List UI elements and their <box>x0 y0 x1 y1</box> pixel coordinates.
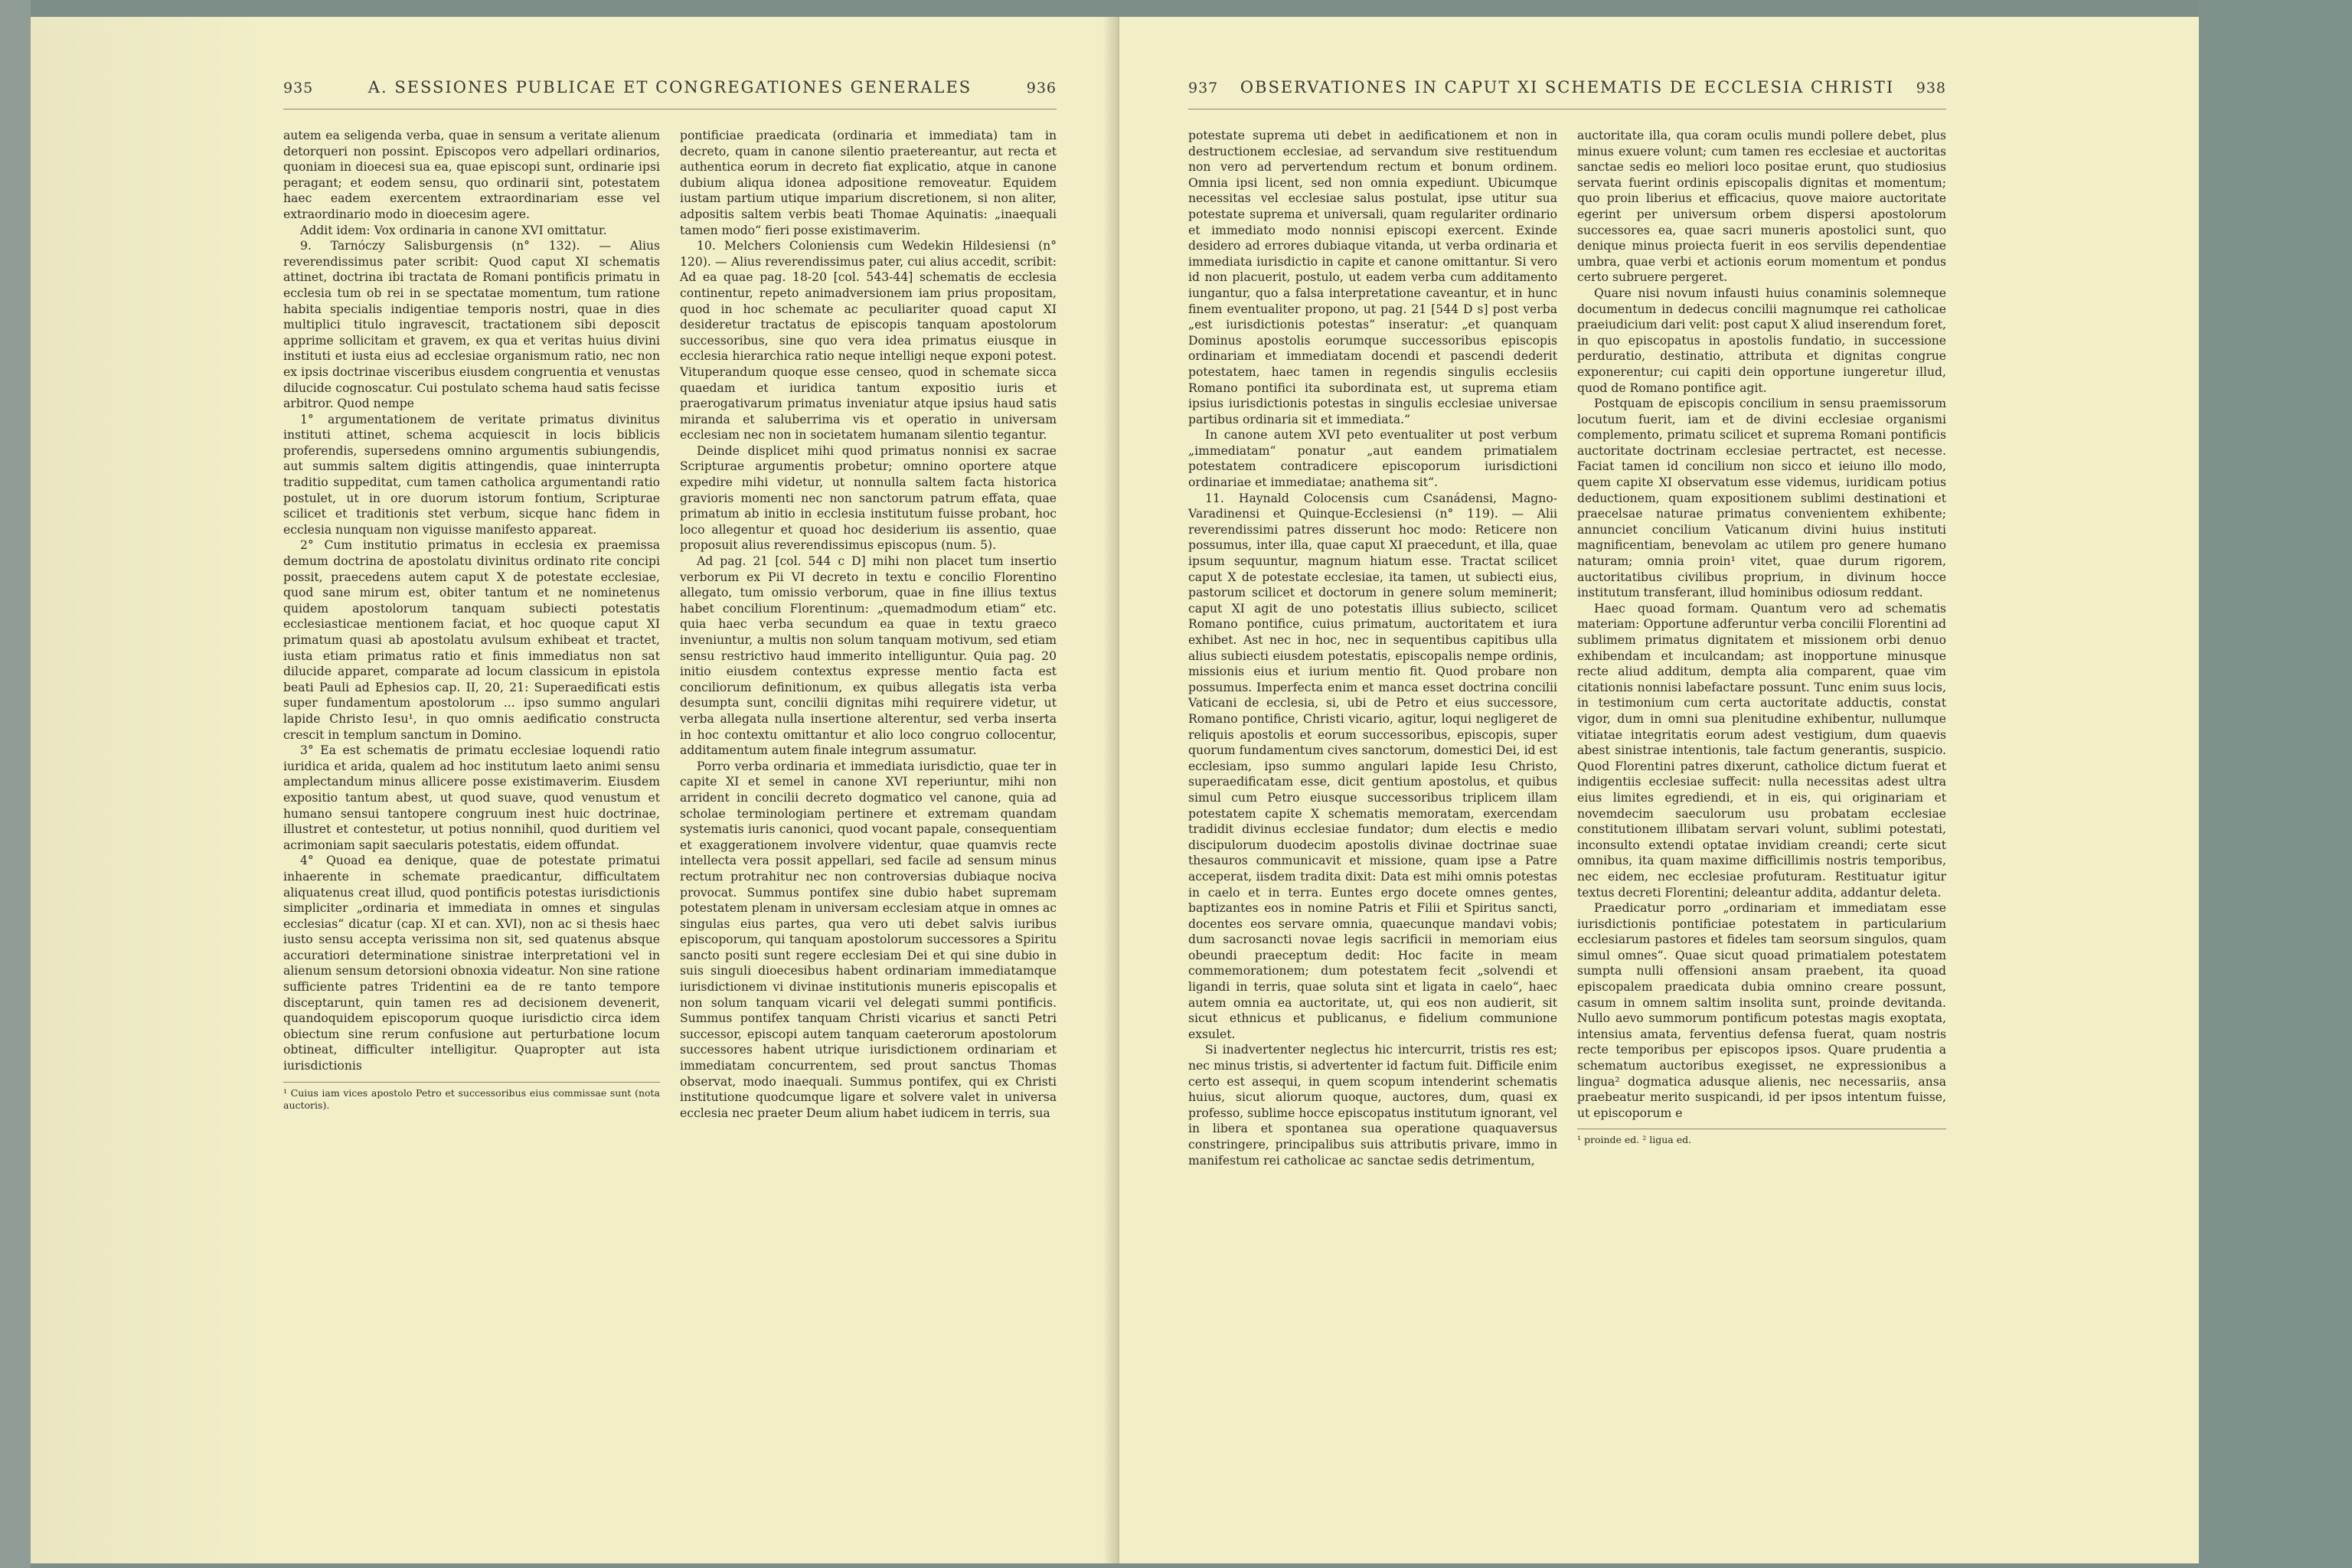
left-page <box>31 17 1118 1563</box>
right-page-columns <box>1188 128 1946 1168</box>
right-page-header <box>1188 78 1946 109</box>
scanner-bed-right <box>2199 0 2352 1568</box>
paragraph: auctoritate illa, qua coram oculis mundi pollere debet, plus minus exuere volunt; cum tamen res ecclesiae et auctoritas sanctae sedis eo meliori loco positae erunt, quo studiosius servata fuerint ordinis episcopalis dignitas et momentum; quo proin liberius et efficacius, quove maiore auctoritate egerint per universum orbem dispersi apostolorum successores ea, quae sacri muneris apostolici sunt, quo denique minus proiecta fuerit in eos servilis dependentiae umbra, quae verbi et actionis eorum momentum et pondus certo subruere pergeret. <box>1577 129 1946 285</box>
page-number-935: 935 <box>283 80 314 96</box>
paragraph: Haec quoad formam. Quantum vero ad schematis materiam: Opportune adferuntur verba concilii Florentini ad sublimem primatus dignitatem et missionem orbi denuo exhibendam et inculcandam; ast inopportune minusque recte aliud additum, dempta alia comparent, quae vim citationis nonnisi labefactare possunt. Tunc enim suus locis, in testimonium cum certa auctoritate adductis, constat vigor, dum in omni sua plenitudine exhibentur, nullumque vitiatae integritatis eorum adest vestigium, dum quaevis abest sinistrae intentionis, tale factum generantis, suspicio. Quod Florentini patres dixerunt, catholice dictum fuerat et indigentiis ecclesiae suffecit: nulla necessitas adest ultra eius limites egrediendi, et in eis, qui originariam et novemdecim saeculorum usu probatam ecclesiae constitutionem illibatam servari volunt, sublimi potestati, inconsulto extendi optatae invidiam creandi; certe sicut omnibus, ita quam maxime difficillimis nostris temporibus, nec eidem, nec ecclesiae profuturam. Restituatur igitur textus decreti Florentini; deleantur addita, addantur deleta. <box>1577 601 1946 900</box>
footnote-935 <box>283 1082 660 1112</box>
paragraph: In canone autem XVI peto eventualiter ut post verbum „immediatam“ ponatur „aut eandem primatialem potestatem contradicere episcoporum iurisdictioni ordinariae et immediatae; anathema sit“. <box>1188 428 1557 490</box>
paragraph: 4° Quoad ea denique, quae de potestate primatui inhaerente in schemate praedicantur, difficultatem aliquatenus creat illud, quod pontificis potestas iurisdictionis simpliciter „ordinaria et immediata in omnes et singulas ecclesias“ dicatur (cap. XI et can. XVI), non ac si thesis haec iusto sensu accepta verissima non sit, sed quatenus absque accuratiori determinatione sinistrae interpretationi vel in alienum sensum detorsioni obnoxia videatur. Non sine ratione sufficiente patres Tridentini ea de re tanto tempore disceptarunt, quin tamen res ad decisionem devenerit, quandoquidem episcoporum quoque iurisdictio circa idem obiectum sine rerum confusione aut perturbatione locum obtineat, difficulter intelligitur. Quapropter aut ista iurisdictionis <box>283 854 660 1073</box>
column-938 <box>1577 128 1946 1168</box>
page-number-937: 937 <box>1188 80 1219 96</box>
paragraph: potestate suprema uti debet in aedificationem et non in destructionem ecclesiae, ad servandum sive restituendum non vero ad pervertendum rectum et bonum ordinem. Omnia ipsi licent, sed non omnia expediunt. Ubicumque necessitas vel ecclesiae salus postulat, ipse utitur sua potestate suprema et universali, quam regulariter ordinario et immediato modo nonnisi episcopi exercent. Exinde desidero ad errores dubiaque vitanda, ut verba ordinaria et immediata iurisdictio in capite et canone omittantur. Si vero id non placuerit, postulo, ut eadem verba cum additamento iungantur, quo a falsa interpretatione caveantur, et in hunc finem eventualiter propono, ut pag. 21 [544 D s] post verba „est iurisdictionis potestas“ inseratur: „et quanquam Dominus apostolis eorumque successoribus episcopis ordinariam et immediatam docendi et pascendi dederit potestatem, haec tamen in regendis singulis ecclesiis Romano pontifici ita subordinata est, ut suprema etiam ipsius iurisdictionis potestas in singulis ecclesiae universae partibus ordinaria sit et immediata.“ <box>1188 129 1557 426</box>
page-number-936: 936 <box>1026 80 1057 96</box>
paragraph: Deinde displicet mihi quod primatus nonnisi ex sacrae Scripturae argumentis probetur; omnino oportere atque expedire mihi videtur, ut nonnulla saltem facta historica gravioris momenti nec non sanctorum patrum effata, quae primatum ab initio in ecclesia institutum fuisse probant, hoc loco allegentur et quoad hoc desiderium iis assentio, quae proposuit alius reverendissimus episcopus (num. 5). <box>680 443 1057 553</box>
paragraph: 1° argumentationem de veritate primatus divinitus instituti attinet, schema acquiescit in locis biblicis proferendis, supersedens omnino argumentis subiungendis, aut summis saltem digitis attingendis, quae ininterrupta traditio suppeditat, cum tamen catholica argumentandi ratio postulet, ut in ore duorum istorum fontium, Scripturae scilicet et traditionis stet verbum, sicque hanc fidem in ecclesia nunquam non viguisse manifesto appareat. <box>283 412 660 537</box>
paragraph: 2° Cum institutio primatus in ecclesia ex praemissa demum doctrina de apostolatu divinitus ordinato rite concipi possit, praecedens autem caput X de potestate ecclesiae, quod sane mirum est, obiter tantum et ne nominetenus quidem apostolorum tanquam subiecti potestatis ecclesiasticae mentionem faciat, et hoc quoque caput XI primatum quasi ab apostolatu avulsum exhibeat et tractet, iusta etiam primatus ratio et finis immediatus non sat dilucide apparet, comparate ad locum classicum in epistola beati Pauli ad Ephesios cap. II, 20, 21: Superaedificati estis super fundamentum apostolorum ... ipso summo angulari lapide Christo Iesu¹, in quo omnis aedificatio constructa crescit in templum sanctum in Domino. <box>283 538 660 742</box>
column-937 <box>1188 128 1557 1168</box>
paragraph: Ad pag. 21 [col. 544 c D] mihi non placet tum insertio verborum ex Pii VI decreto in textu e concilio Florentino allegato, tum omissio verborum, quae in fine illius textus habet concilium Florentinum: „quemadmodum etiam“ etc. quia haec verba secundum ea quae in textu graeco inveniuntur, a multis non solum tanquam motivum, sed etiam sensu restrictivo haud immerito intelliguntur. Quia pag. 20 initio eiusdem contextus expresse mentio facta est conciliorum definitionum, ex quibus allegatis ista verba desumpta sunt, concilii dignitas mihi requirere videtur, ut verba allegata nulla insertione alterentur, sed verba inserta in hoc contextu omittantur et alio loco congruo collocentur, additamentum autem finale integrum assumatur. <box>680 554 1057 758</box>
footnote-938 <box>1577 1129 1946 1146</box>
footnote-text: ¹ proinde ed. ² ligua ed. <box>1577 1134 1692 1146</box>
scanner-bed-left <box>0 0 31 1568</box>
paragraph: 10. Melchers Coloniensis cum Wedekin Hildesiensi (n° 120). — Alius reverendissimus pater, cui alius accedit, scribit: Ad ea quae pag. 18-20 [col. 543-44] schematis de ecclesia continentur, repeto animadversionem iam prius propositam, quod in hoc schemate ac peculiariter quoad caput XI desideretur tractatus de episcopis tanquam apostolorum successoribus, sine quo vera idea primatus eiusque in ecclesia hierarchica ratio neque intelligi neque exponi potest. Vituperandum quoque esse censeo, quod in schemate sicca quaedam et iuridica tantum expositio iuris et praerogativarum primatus inveniatur atque ipsius haud satis miranda et saluberrima vis et operatio in universam ecclesiam nec non in societatem humanam silentio tegantur. <box>680 239 1057 443</box>
paragraph: Quare nisi novum infausti huius conaminis solemneque documentum in dedecus concilii magnumque rei catholicae praeiudicium dari velit: post caput X aliud inserendum foret, in quo episcopatus in apostolis fundatio, in successione perduratio, destinatio, attributa et dignitas congrue exponerentur; cui capiti dein opportune iungeretur illud, quod de Romano pontifice agit. <box>1577 286 1946 395</box>
column-935 <box>283 128 660 1121</box>
paragraph: pontificiae praedicata (ordinaria et immediata) tam in decreto, quam in canone silentio praetereantur, aut recta et authentica eorum in decreto fiat explicatio, atque in canone dubium aliqua idonea adpositione removeatur. Equidem iustam partium utique imparium discretionem, si non aliter, adpositis saltem verbis beati Thomae Aquinatis: „inaequali tamen modo“ fieri posse existimaverim. <box>680 129 1057 237</box>
paragraph: Addit idem: Vox ordinaria in canone XVI omittatur. <box>300 223 607 237</box>
paragraph: autem ea seligenda verba, quae in sensum a veritate alienum detorqueri non possint. Episcopos vero adpellari ordinarios, quoniam in dioecesi sua ea, quae episcopi sunt, ordinarie ipsi peragant; et eodem sensu, quo ordinarii sint, potestatem haec eadem exercentem extraordinariam esse vel extraordinario modo in dioecesim agere. <box>283 129 660 221</box>
paragraph: Praedicatur porro „ordinariam et immediatam esse iurisdictionis pontificiae potestatem in particularium ecclesiarum pastores et fideles tam seorsum singulos, quam simul omnes“. Quae sicut quoad primatialem potestatem sumpta nulli offensioni ansam praebent, ita quoad episcopalem praedicata dubia omnino creare possunt, casum in omnem saltim insolita sunt, proinde devitanda. Nullo aevo summorum pontificum potestas magis exoptata, intensius amata, ferventius defensa fuerat, quam nostris recte temporibus per episcopos ipsos. Quare prudentia a schematum auctoribus exegisset, ne expressionibus a lingua² dogmatica adusque alienis, nec necessariis, ansa praebeatur merito suspicandi, id per ipsos intentum fuisse, ut episcoporum e <box>1577 901 1946 1120</box>
right-page <box>1119 17 2199 1563</box>
paragraph: Porro verba ordinaria et immediata iurisdictio, quae ter in capite XI et semel in canone XVI reperiuntur, mihi non arrident in concilii decreto dogmatico vel canone, quia ad scholae terminologiam pertinere et extremam quandam systematis iuris canonici, quod vocant papale, consequentiam et exaggerationem involvere videntur, quae quamvis recte intellecta vera possit appellari, sed facile ad sensum minus rectum protrahitur nec non controversias dubiaque nociva provocat. Summus pontifex sine dubio habet supremam potestatem plenam in universam ecclesiam atque in omnes ac singulas eius partes, qua vero uti debet salvis iuribus episcoporum, qui tanquam apostolorum successores a Spiritu sancto positi sunt regere ecclesiam Dei et qui sine dubio in suis singuli dioecesibus habent ordinariam immediatamque iurisdictionem vi divinae institutionis muneris episcopalis et non solum tanquam vicarii vel delegati summi pontificis. Summus pontifex tanquam Christi vicarius et sancti Petri successor, episcopi autem tanquam caeterorum apostolorum successores habent utrique iurisdictionem ordinariam et immediatam concurrentem, sed prout sanctus Thomas observat, modo inaequali. Summus pontifex, qui ex Christi institutione quodcumque ligare et solvere valet in universa ecclesia nec praeter Deum alium habet iudicem in terris, sua <box>680 759 1057 1120</box>
footnote-text: ¹ Cuius iam vices apostolo Petro et successoribus eius commissae sunt (nota auctoris). <box>283 1086 660 1111</box>
paragraph: 11. Haynald Colocensis cum Csanádensi, Magno-Varadinensi et Quinque-Ecclesiensi (n° 119). — Alii reverendissimi patres disserunt hoc modo: Reticere non possumus, inter illa, quae caput XI praecedunt, et illa, quae ipsum sequuntur, magnum hiatum esse. Tractat scilicet caput X de potestate ecclesiae, ita tamen, ut subiecti eius, pastorum scilicet et doctorum in genere solum meminerit; caput XI agit de uno potestatis illius subiecto, scilicet Romano pontifice, cuius primatum, auctoritatem et iura exhibet. Ast nec in hoc, nec in sequentibus capitibus ulla alius subiecti eiusdem potestatis, episcopalis nempe ordinis, missionis eius et iurium mentio fit. Quod probare non possumus. Imperfecta enim et manca esset doctrina concilii Vaticani de ecclesia, si, ubi de Petro et eius successore, Romano pontifice, Christi vicario, agitur, loqui negligeret de reliquis apostolis et eorum successoribus, episcopis, super quorum fundamentum cives sanctorum, domestici Dei, id est ecclesiam, ipso summo angulari lapide Iesu Christo, superaedificatam esse, dicit gentium apostolus, et quibus simul cum Petro eiusque successoribus triplicem illam potestatem capite X schematis memoratam, exercendam tradidit divinus ecclesiae fundator; dum electis e medio discipulorum duodecim apostolis divinae doctrinae suae thesauros communicavit et missione, quam ipse a Patre acceperat, iisdem tradita dixit: Data est mihi omnis potestas in caelo et in terra. Euntes ergo docete omnes gentes, baptizantes eos in nomine Patris et Filii et Spiritus sancti, docentes eos servare omnia, quaecunque mandavi vobis; dum sacrosancti novae legis sacrificii in memoriam eius obeundi praeceptum dedit: Hoc facite in meam commemorationem; dum potestatem fecit „solvendi et ligandi in terris, quae soluta sint et ligata in caelo“, haec autem omnia ea auctoritate, ut, qui eos non audierit, sit sicut ethnicus et publicanus, e fidelium communione exsulet. <box>1188 491 1557 1041</box>
paragraph: Si inadvertenter neglectus hic intercurrit, tristis res est; nec minus tristis, si advertenter id factum fuit. Difficile enim certo est assequi, in quem scopum intenderint schematis huius, sicut aliorum quoque, auctores, dum, quasi ex professo, sublime hocce episcopatus institutum ignorant, vel in libera et spontanea sua operatione quaquaversus constringere, principalibus suis attributis privare, immo in manifestum rei catholicae ac sanctae sedis detrimentum, <box>1188 1043 1557 1168</box>
column-936 <box>680 128 1057 1121</box>
left-page-header <box>283 78 1057 109</box>
left-page-columns <box>283 128 1057 1121</box>
paragraph: 9. Tarnóczy Salisburgensis (n° 132). — Alius reverendissimus pater scribit: Quod caput XI schematis attinet, doctrina ibi tractata de Romani pontificis primatu in ecclesia tum ob rei in se spectatae momentum, tum ratione habita specialis indigentiae temporis nostri, quae in dies multiplici titulo ingravescit, tractationem sibi deposcit apprime sollicitam et gravem, ex qua et veritas huius divini instituti et iusta eius ad ecclesiae organismum ratio, nec non ex ipsis doctrinae visceribus eiusdem congruentia et venustas dilucide cognoscatur. Cui postulato schema haud satis fecisse arbitror. Quod nempe <box>283 239 660 411</box>
paragraph: 3° Ea est schematis de primatu ecclesiae loquendi ratio iuridica et arida, qualem ad hoc institutum laeto animi sensu amplectandum minus allicere posse existimaverim. Eiusdem expositio tantum abest, ut quod suave, quod venustum et humano sensui tantopere congruum inest huic doctrinae, illustret et contestetur, ut potius nonnihil, quod duritiem vel acrimoniam sapit saecularis potestatis, eidem offundat. <box>283 743 660 852</box>
right-running-title: OBSERVATIONES IN CAPUT XI SCHEMATIS DE ECCLESIA CHRISTI <box>1240 78 1895 96</box>
paragraph: Postquam de episcopis concilium in sensu praemissorum locutum fuerit, iam et de divini ecclesiae organismi complemento, primatu scilicet et suprema Romani pontificis auctoritate doctrinam ecclesiae pertractet, est necesse. Faciat tamen id concilium non sicco et ieiuno illo modo, quem capite XI observatum esse videmus, iuridicam potius deductionem, quam expositionem sublimi destinationi et praecelsae naturae primatus convenientem exhibente; annunciet concilium Vaticanum divini huius instituti magnificentiam, benevolam ac utilem pro genere humano naturam; omnia proin¹ vitet, quae durum rigorem, auctoritatibus civilibus proprium, in divinum hocce institutum transferant, illud hominibus odiosum reddant. <box>1577 397 1946 600</box>
page-number-938: 938 <box>1916 80 1946 96</box>
left-running-title: A. SESSIONES PUBLICAE ET CONGREGATIONES GENERALES <box>368 78 972 96</box>
